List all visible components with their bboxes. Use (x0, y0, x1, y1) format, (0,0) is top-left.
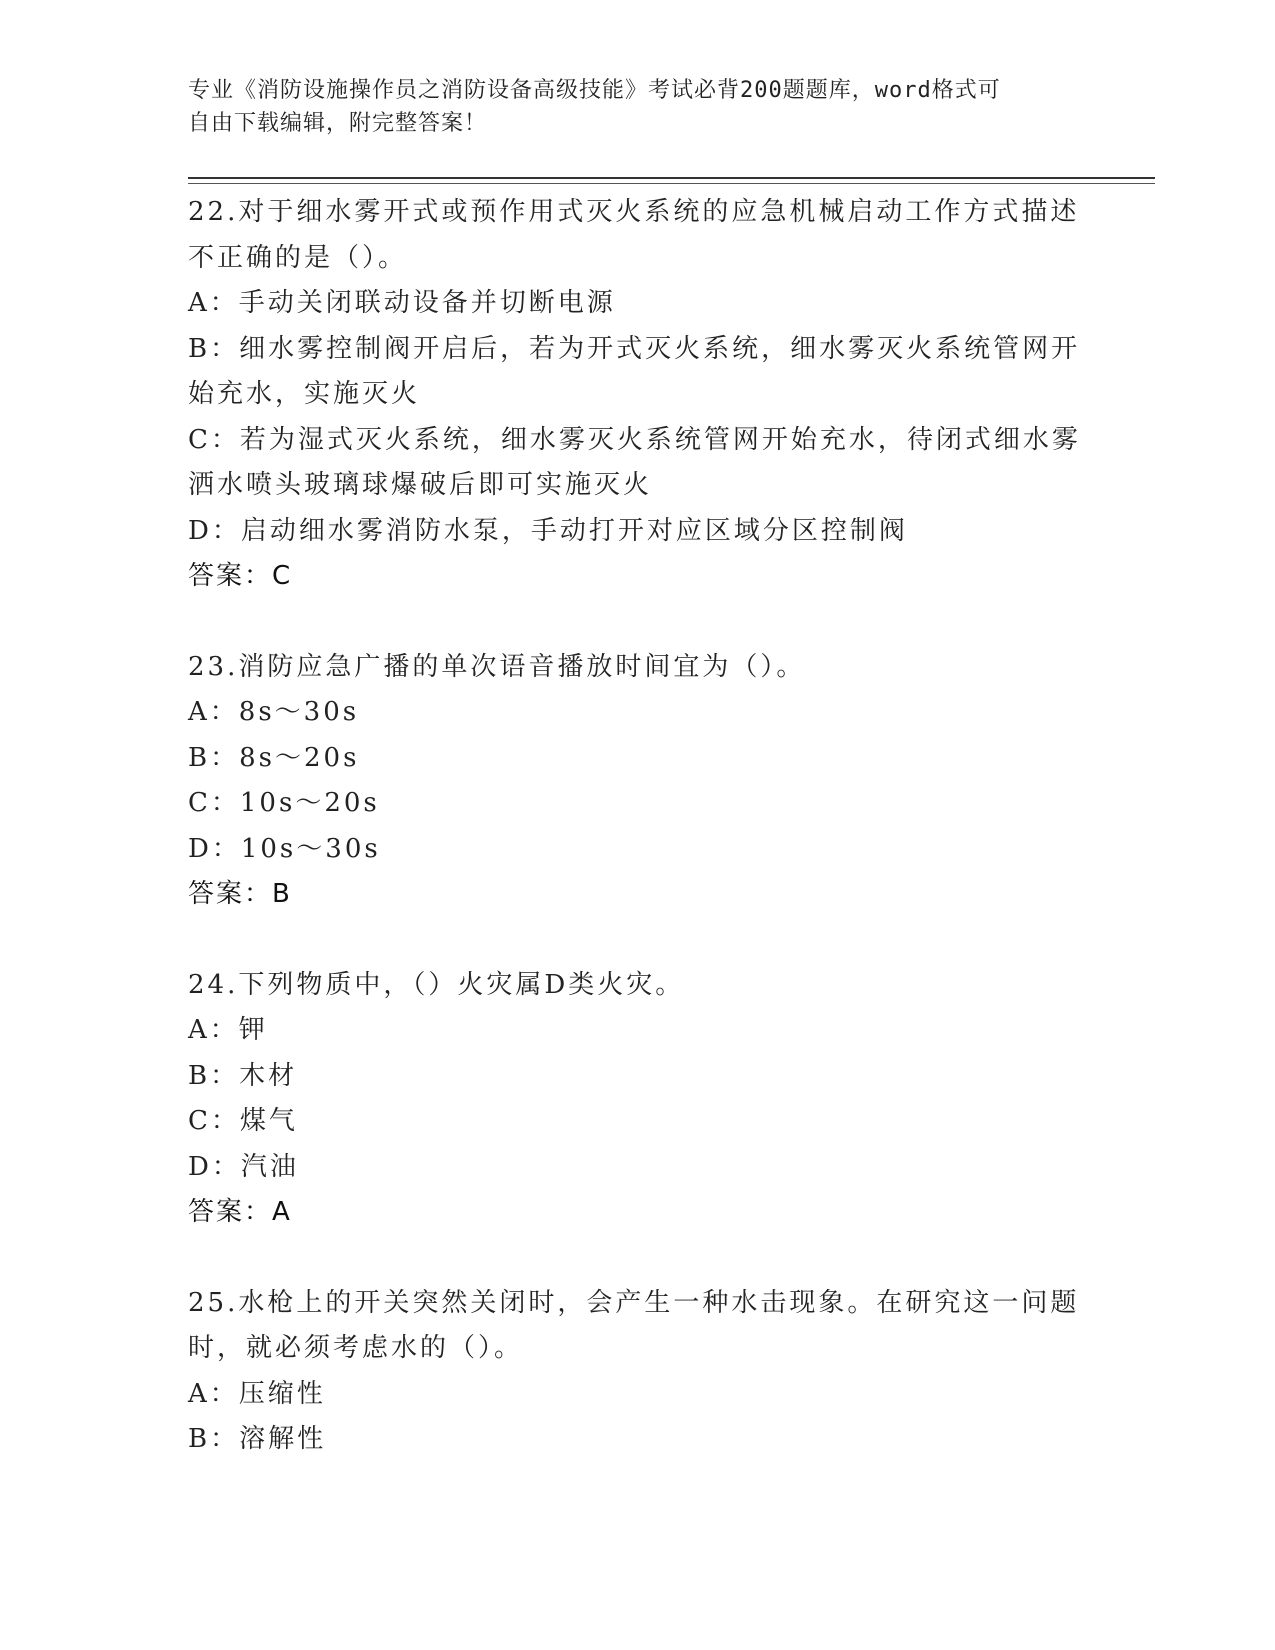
option-b: B：木材 (188, 1060, 298, 1091)
question-22 (188, 190, 1088, 600)
question-stem-line: 23.消防应急广播的单次语音播放时间宜为（）。 (188, 651, 806, 682)
option-c: C：若为湿式灭火系统，细水雾灭火系统管网开始充水，待闭式细水雾 (188, 424, 1081, 455)
question-23 (188, 645, 1088, 918)
option-c: C：10s～20s (188, 788, 380, 818)
question-stem-line: 不正确的是（）。 (188, 242, 408, 273)
option-a: A：钾 (188, 1015, 268, 1045)
question-stem-line: 22.对于细水雾开式或预作用式灭火系统的应急机械启动工作方式描述 (188, 197, 1080, 227)
option-b: B：溶解性 (188, 1424, 327, 1454)
question-25 (188, 1281, 1088, 1463)
option-a: A：8s～30s (188, 697, 360, 727)
option-c: C：煤气 (188, 1106, 298, 1136)
answer-label: 答案：B (188, 879, 292, 909)
option-d: D：启动细水雾消防水泵，手动打开对应区域分区控制阀 (188, 515, 908, 546)
option-b: B：8s～20s (188, 742, 360, 773)
option-c-continued: 洒水喷头玻璃球爆破后即可实施灭火 (188, 470, 653, 500)
answer-label: 答案：A (188, 1197, 292, 1227)
header-line-2: 自由下载编辑，附完整答案！ (188, 111, 488, 136)
option-b: B：细水雾控制阀开启后，若为开式灭火系统，细水雾灭火系统管网开 (188, 333, 1081, 364)
header-divider-thin (188, 183, 1155, 184)
document-header (188, 74, 1068, 140)
answer-label: 答案：C (188, 561, 293, 591)
option-a: A：压缩性 (188, 1378, 326, 1409)
option-a: A：手动关闭联动设备并切断电源 (188, 288, 616, 318)
header-divider-thick (188, 177, 1155, 179)
header-line-1: 专业《消防设施操作员之消防设备高级技能》考试必背200题题库，word格式可 (188, 78, 1001, 103)
question-list (188, 190, 1088, 1463)
option-b-continued: 始充水，实施灭火 (188, 379, 421, 409)
question-stem-line: 24.下列物质中，（）火灾属D类火灾。 (188, 969, 685, 1000)
question-stem-line: 25.水枪上的开关突然关闭时，会产生一种水击现象。在研究这一问题 (188, 1287, 1080, 1318)
option-d: D：汽油 (188, 1151, 299, 1182)
option-d: D：10s～30s (188, 833, 381, 864)
question-24 (188, 963, 1088, 1236)
question-stem-line: 时，就必须考虑水的（）。 (188, 1333, 524, 1363)
